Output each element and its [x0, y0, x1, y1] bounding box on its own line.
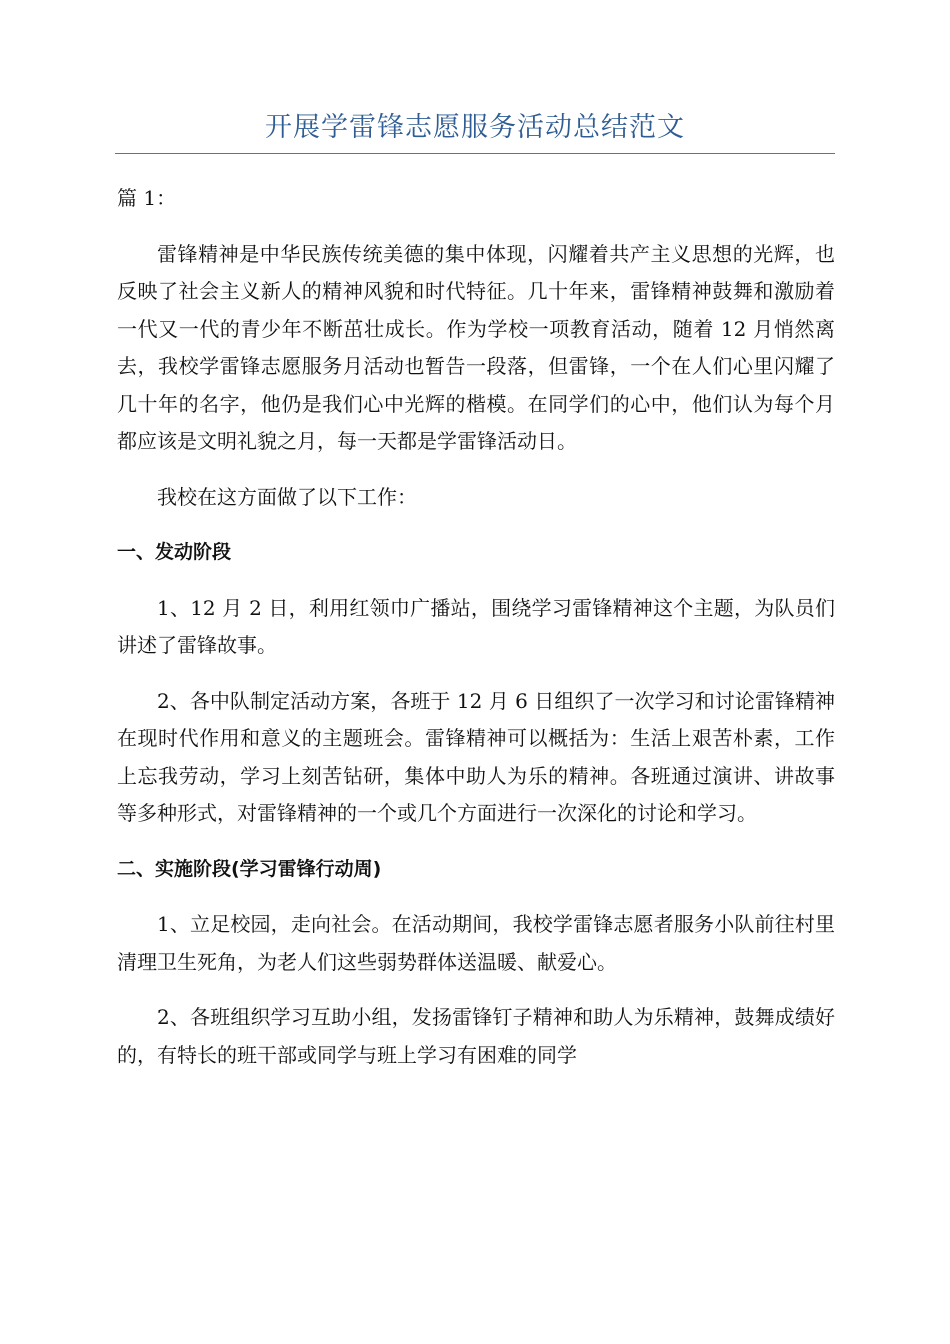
heading-mobilization-stage: 一、发动阶段 — [117, 541, 232, 563]
section-label: 篇 1： — [117, 186, 177, 210]
document-title: 开展学雷锋志愿服务活动总结范文 — [265, 112, 685, 143]
paragraph-mobilization-2: 2、各中队制定活动方案，各班于 12 月 6 日组织了一次学习和讨论雷锋精神在现时代作用和意义的主题班会。雷锋精神可以概括为：生活上艰苦朴素，工作上忘我劳动，学习上刻苦钻研，集体中助人为乐的精神。各班通过演讲、讲故事等多种形式，对雷锋精神的一个或几个方面进行一次深化的讨论和学习。 — [117, 688, 835, 825]
paragraph-intro: 雷锋精神是中华民族传统美德的集中体现，闪耀着共产主义思想的光辉，也反映了社会主义新人的精神风貌和时代特征。几十年来，雷锋精神鼓舞和激励着一代又一代的青少年不断茁壮成长。作为学校一项教育活动，随着 12 月悄然离去，我校学雷锋志愿服务月活动也暂告一段落，但雷锋，一个在人们心里闪耀了几十年的名字，他仍是我们心中光辉的楷模。在同学们的心中，他们认为每个月都应该是文明礼貌之月，每一天都是学雷锋活动日。 — [117, 241, 835, 453]
document-body — [117, 180, 835, 1092]
paragraph-implementation-2: 2、各班组织学习互助小组，发扬雷锋钉子精神和助人为乐精神，鼓舞成绩好的，有特长的班干部或同学与班上学习有困难的同学 — [117, 1005, 835, 1067]
paragraph-mobilization-1: 1、12 月 2 日，利用红领巾广播站，围绕学习雷锋精神这个主题，为队员们讲述了雷锋故事。 — [117, 595, 835, 657]
heading-implementation-stage: 二、实施阶段(学习雷锋行动周) — [117, 857, 382, 880]
paragraph-work-overview: 我校在这方面做了以下工作： — [157, 484, 417, 509]
paragraph-implementation-1: 1、立足校园，走向社会。在活动期间，我校学雷锋志愿者服务小队前往村里清理卫生死角，为老人们这些弱势群体送温暖、献爱心。 — [117, 912, 835, 974]
title-underline — [115, 153, 835, 154]
